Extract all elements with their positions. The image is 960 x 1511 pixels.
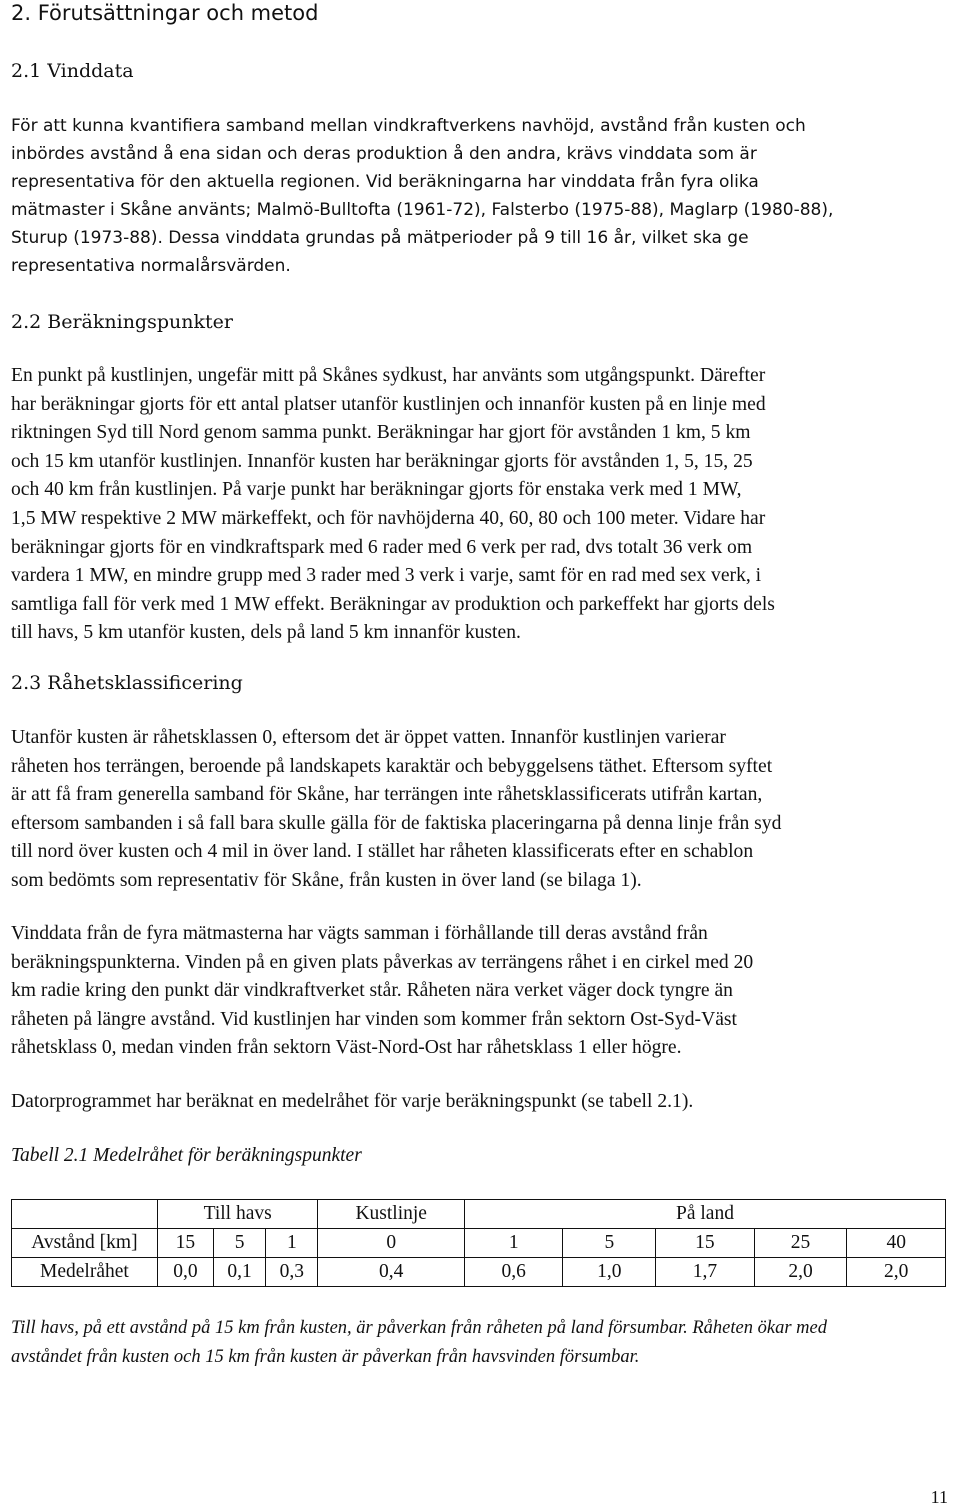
table-caption: Tabell 2.1 Medelråhet för beräkningspunkter	[11, 1145, 362, 1166]
section-21-title: 2.1 Vinddata	[11, 60, 134, 82]
paragraph-line: 1,5 MW respektive 2 MW märkeffekt, och för navhöjderna 40, 60, 80 och 100 meter. Vidare har	[11, 507, 766, 529]
table-group-header: Till havs	[157, 1200, 318, 1229]
section-23-paragraph-2	[11, 920, 949, 1063]
paragraph-line: För att kunna kvantifiera samband mellan vindkraftverkens navhöjd, avstånd från kusten och	[11, 116, 806, 136]
table-group-header: På land	[464, 1200, 945, 1229]
table-row	[12, 1258, 946, 1287]
section-23-paragraph-1	[11, 724, 949, 896]
section-22-title: 2.2 Beräkningspunkter	[11, 311, 233, 333]
table-cell: 5	[563, 1229, 656, 1258]
paragraph-line: beräkningar gjorts för en vindkraftspark med 6 rader med 6 verk per rad, dvs totalt 36 verk om	[11, 536, 753, 558]
table-row	[12, 1229, 946, 1258]
table-note	[11, 1314, 949, 1371]
table-cell: 25	[754, 1229, 847, 1258]
paragraph-line: är att få fram generella samband för Skåne, har terrängen inte råhetsklassificerats utifrån kartan,	[11, 784, 763, 806]
paragraph-line: inbördes avstånd å ena sidan och deras produktion å den andra, krävs vinddata som är	[11, 144, 757, 164]
table-cell: 1,0	[563, 1258, 656, 1287]
table-cell: 0,6	[464, 1258, 563, 1287]
table-cell: 0,0	[157, 1258, 213, 1287]
paragraph-line: till havs, 5 km utanför kusten, dels på land 5 km innanför kusten.	[11, 622, 521, 644]
table-cell: 1,7	[656, 1258, 755, 1287]
table-row-label: Avstånd [km]	[12, 1229, 158, 1258]
paragraph-line: beräkningspunkterna. Vinden på en given plats påverkas av terrängens råhet i en cirkel med 20	[11, 951, 754, 973]
note-line: avståndet från kusten och 15 km från kusten är påverkan från havsvinden försumbar.	[11, 1346, 640, 1367]
table-header-row	[12, 1200, 946, 1229]
paragraph-line: råhetsklass 0, medan vinden från sektorn Väst-Nord-Ost har råhetsklass 1 eller högre.	[11, 1037, 682, 1059]
paragraph-line: och 40 km från kustlinjen. På varje punkt har beräkningar gjorts för enstaka verk med 1 MW,	[11, 479, 742, 501]
paragraph-line: råheten på längre avstånd. Vid kustlinjen har vinden som kommer från sektorn Ost-Syd-Väst	[11, 1008, 737, 1030]
table-cell: 1	[266, 1229, 318, 1258]
table-cell: 2,0	[754, 1258, 847, 1287]
paragraph-line: råheten hos terrängen, beroende på landskapets karaktär och bebyggelsens täthet. Eftersom syftet	[11, 755, 773, 777]
paragraph-line: km radie kring den punkt där vindkraftverket står. Råheten nära verket väger dock tyngre än	[11, 980, 733, 1002]
table-cell: 15	[656, 1229, 755, 1258]
table-row-label: Medelråhet	[12, 1258, 158, 1287]
table-cell: 40	[847, 1229, 946, 1258]
paragraph-line: representativa för den aktuella regionen. Vid beräkningarna har vinddata från fyra olika	[11, 172, 759, 192]
section-23-paragraph-3	[11, 1088, 949, 1117]
table-cell: 0	[318, 1229, 464, 1258]
paragraph-line: Sturup (1973-88). Dessa vinddata grundas på mätperioder på 9 till 16 år, vilket ska ge	[11, 228, 749, 248]
paragraph-line: som bedömts som representativ för Skåne, från kusten in över land (se bilaga 1).	[11, 869, 642, 891]
paragraph-line: mätmaster i Skåne använts; Malmö-Bulltofta (1961-72), Falsterbo (1975-88), Maglarp (1980-88),	[11, 200, 834, 220]
note-line: Till havs, på ett avstånd på 15 km från kusten, är påverkan från råheten på land försumbar. Råheten ökar med	[11, 1318, 827, 1338]
paragraph-line: Vinddata från de fyra mätmasterna har vägts samman i förhållande till deras avstånd från	[11, 923, 708, 944]
paragraph-line: till nord över kusten och 4 mil in över land. I stället har råheten klassificerats efter en schablon	[11, 841, 754, 863]
paragraph-line: representativa normalårsvärden.	[11, 256, 291, 276]
paragraph-line: eftersom sambanden i så fall bara skulle gälla för de faktiska placeringarna på denna linje från syd	[11, 812, 782, 834]
table-cell: 2,0	[847, 1258, 946, 1287]
section-22-paragraph	[11, 362, 949, 648]
table-group-header: Kustlinje	[318, 1200, 464, 1229]
paragraph-line: riktningen Syd till Nord genom samma punkt. Beräkningar har gjort för avstånden 1 km, 5 km	[11, 422, 751, 444]
table-cell: 1	[464, 1229, 563, 1258]
paragraph-line: samtliga fall för verk med 1 MW effekt. Beräkningar av produktion och parkeffekt har gjorts dels	[11, 593, 775, 615]
paragraph-line: vardera 1 MW, en mindre grupp med 3 rader med 3 verk i varje, samt för en rad med sex verk, i	[11, 565, 762, 587]
paragraph-line: Utanför kusten är råhetsklassen 0, eftersom det är öppet vatten. Innanför kustlinjen varierar	[11, 727, 726, 748]
table-cell: 15	[157, 1229, 213, 1258]
paragraph-line: Datorprogrammet har beräknat en medelråhet för varje beräkningspunkt (se tabell 2.1).	[11, 1091, 694, 1112]
chapter-heading: 2. Förutsättningar och metod	[11, 1, 319, 25]
table-cell: 5	[213, 1229, 265, 1258]
paragraph-line: En punkt på kustlinjen, ungefär mitt på Skånes sydkust, har använts som utgångspunkt. Därefter	[11, 365, 766, 386]
paragraph-line: och 15 km utanför kustlinjen. Innanför kusten har beräkningar gjorts för avstånden 1, 5, 15, 25	[11, 450, 753, 472]
paragraph-line: har beräkningar gjorts för ett antal platser utanför kustlinjen och innanför kusten på en linje med	[11, 393, 766, 415]
table-cell: 0,3	[266, 1258, 318, 1287]
page-number: 11	[930, 1487, 948, 1507]
table-cell: 0,4	[318, 1258, 464, 1287]
table-corner-cell	[12, 1200, 158, 1229]
table-cell: 0,1	[213, 1258, 265, 1287]
roughness-table	[11, 1199, 946, 1287]
section-21-paragraph	[11, 112, 949, 280]
section-23-title: 2.3 Råhetsklassificering	[11, 672, 243, 694]
